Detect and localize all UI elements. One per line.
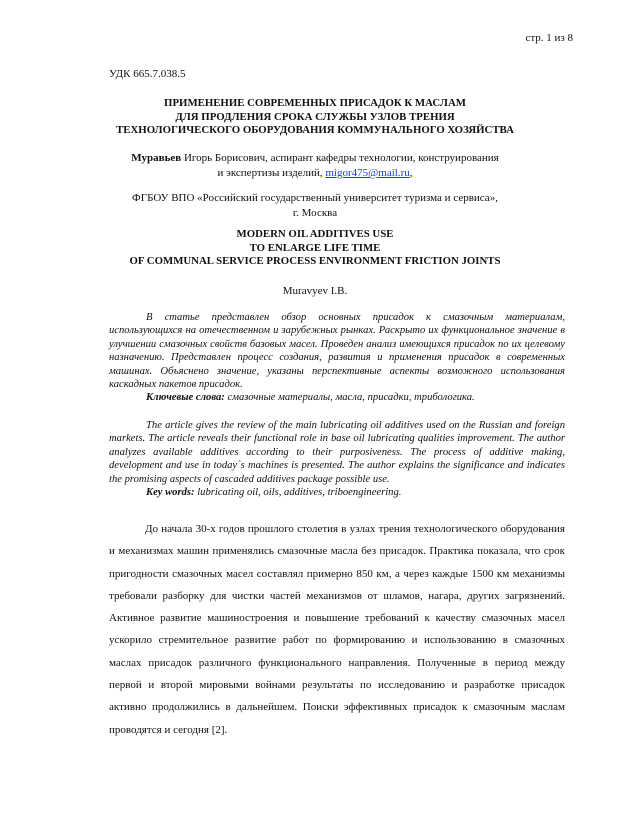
- affiliation-line1: ФГБОУ ВПО «Российский государственный университет туризма и сервиса»,: [132, 192, 498, 204]
- keywords-ru-label: Ключевые слова:: [146, 392, 225, 404]
- page-number: стр. 1 из 8: [525, 32, 573, 44]
- abstract-english: [109, 419, 565, 499]
- abstract-russian: [109, 311, 565, 405]
- author-department: и экспертизы изделий,: [217, 167, 326, 179]
- author-block: [90, 151, 540, 181]
- keywords-ru: [109, 391, 565, 404]
- author-english: Muravyev I.B.: [282, 285, 348, 297]
- keywords-en-list: lubricating oil, oils, additives, triboengineering.: [194, 487, 402, 499]
- author-email-comma: ,: [409, 167, 413, 179]
- author-line1: [90, 151, 540, 166]
- affiliation: [90, 191, 540, 221]
- title-en-line2: TO ENLARGE LIFE TIME: [249, 241, 381, 254]
- title-russian: [90, 97, 540, 138]
- author-email-link[interactable]: migor475@mail.ru: [325, 167, 410, 179]
- title-en-line3: OF COMMUNAL SERVICE PROCESS ENVIRONMENT FRICTION JOINTS: [129, 255, 501, 267]
- author-line2: [90, 166, 540, 181]
- title-ru-line1: ПРИМЕНЕНИЕ СОВРЕМЕННЫХ ПРИСАДОК К МАСЛАМ: [164, 97, 466, 109]
- keywords-ru-list: смазочные материалы, масла, присадки, трибологика.: [224, 392, 475, 404]
- affiliation-line2: г. Москва: [292, 207, 338, 219]
- udc-code: УДК 665.7.038.5: [109, 68, 186, 80]
- author-name-position: Игорь Борисович, аспирант кафедры технологии, конструирования: [181, 152, 499, 164]
- title-english: [90, 228, 540, 269]
- title-en-line1: MODERN OIL ADDITIVES USE: [236, 228, 394, 240]
- abstract-ru-text: В статье представлен обзор основных присадок к смазочным материалам, использующихся на отечественном и зарубежных рынках. Раскрыто их функциональное значение в улучшении смазочных свойств базовых масел. Проведен анализ имеющихся присадок по их целевому назначению. Представлен процесс создания, развития и применения присадок в современных машинах. Объяснено значение, указаны перспективные аспекты возможного использования каскадных пакетов присадок.: [109, 312, 565, 391]
- title-ru-line3: ТЕХНОЛОГИЧЕСКОГО ОБОРУДОВАНИЯ КОММУНАЛЬНОГО ХОЗЯЙСТВА: [116, 124, 514, 136]
- title-ru-line2: ДЛЯ ПРОДЛЕНИЯ СРОКА СЛУЖБЫ УЗЛОВ ТРЕНИЯ: [175, 110, 455, 123]
- body-paragraph: До начала 30-х годов прошлого столетия в узлах трения технологического оборудования и механизмах машин применялись смазочные масла без присадок. Практика показала, что срок пригодности смазочных масел составлял примерно 850 км, а через каждые 1500 км механизмы требовали разборку для чистки частей механизмов от шламов, нагара, других загрязнений. Активное развитие машиностроения и повышение требований к качеству смазочных масел ускорило стремительное развитие работ по формированию и использованию в смазочных маслах присадок различного функционального направления. Полученные в период между первой и второй мировыми войнами результаты по исследованию и разработке присадок активно продолжились в дальнейшем. Поиски эффективных присадок к смазочным маслам проводятся и сегодня [2].: [109, 523, 565, 736]
- body-text: [109, 518, 565, 741]
- keywords-en: [109, 486, 565, 499]
- abstract-en-text: The article gives the review of the main lubricating oil additives used on the Russian and foreign markets. The article reveals their functional role in base oil lubricating qualities improvement. The author analyzes available additives according to their purposiveness. The process of additive making, development and use in today`s machines is presented. The author explains the significance and indicates the promising aspects of cascaded additives package possible use.: [109, 420, 565, 485]
- keywords-en-label: Key words:: [146, 487, 195, 499]
- author-surname: Муравьев: [131, 152, 182, 164]
